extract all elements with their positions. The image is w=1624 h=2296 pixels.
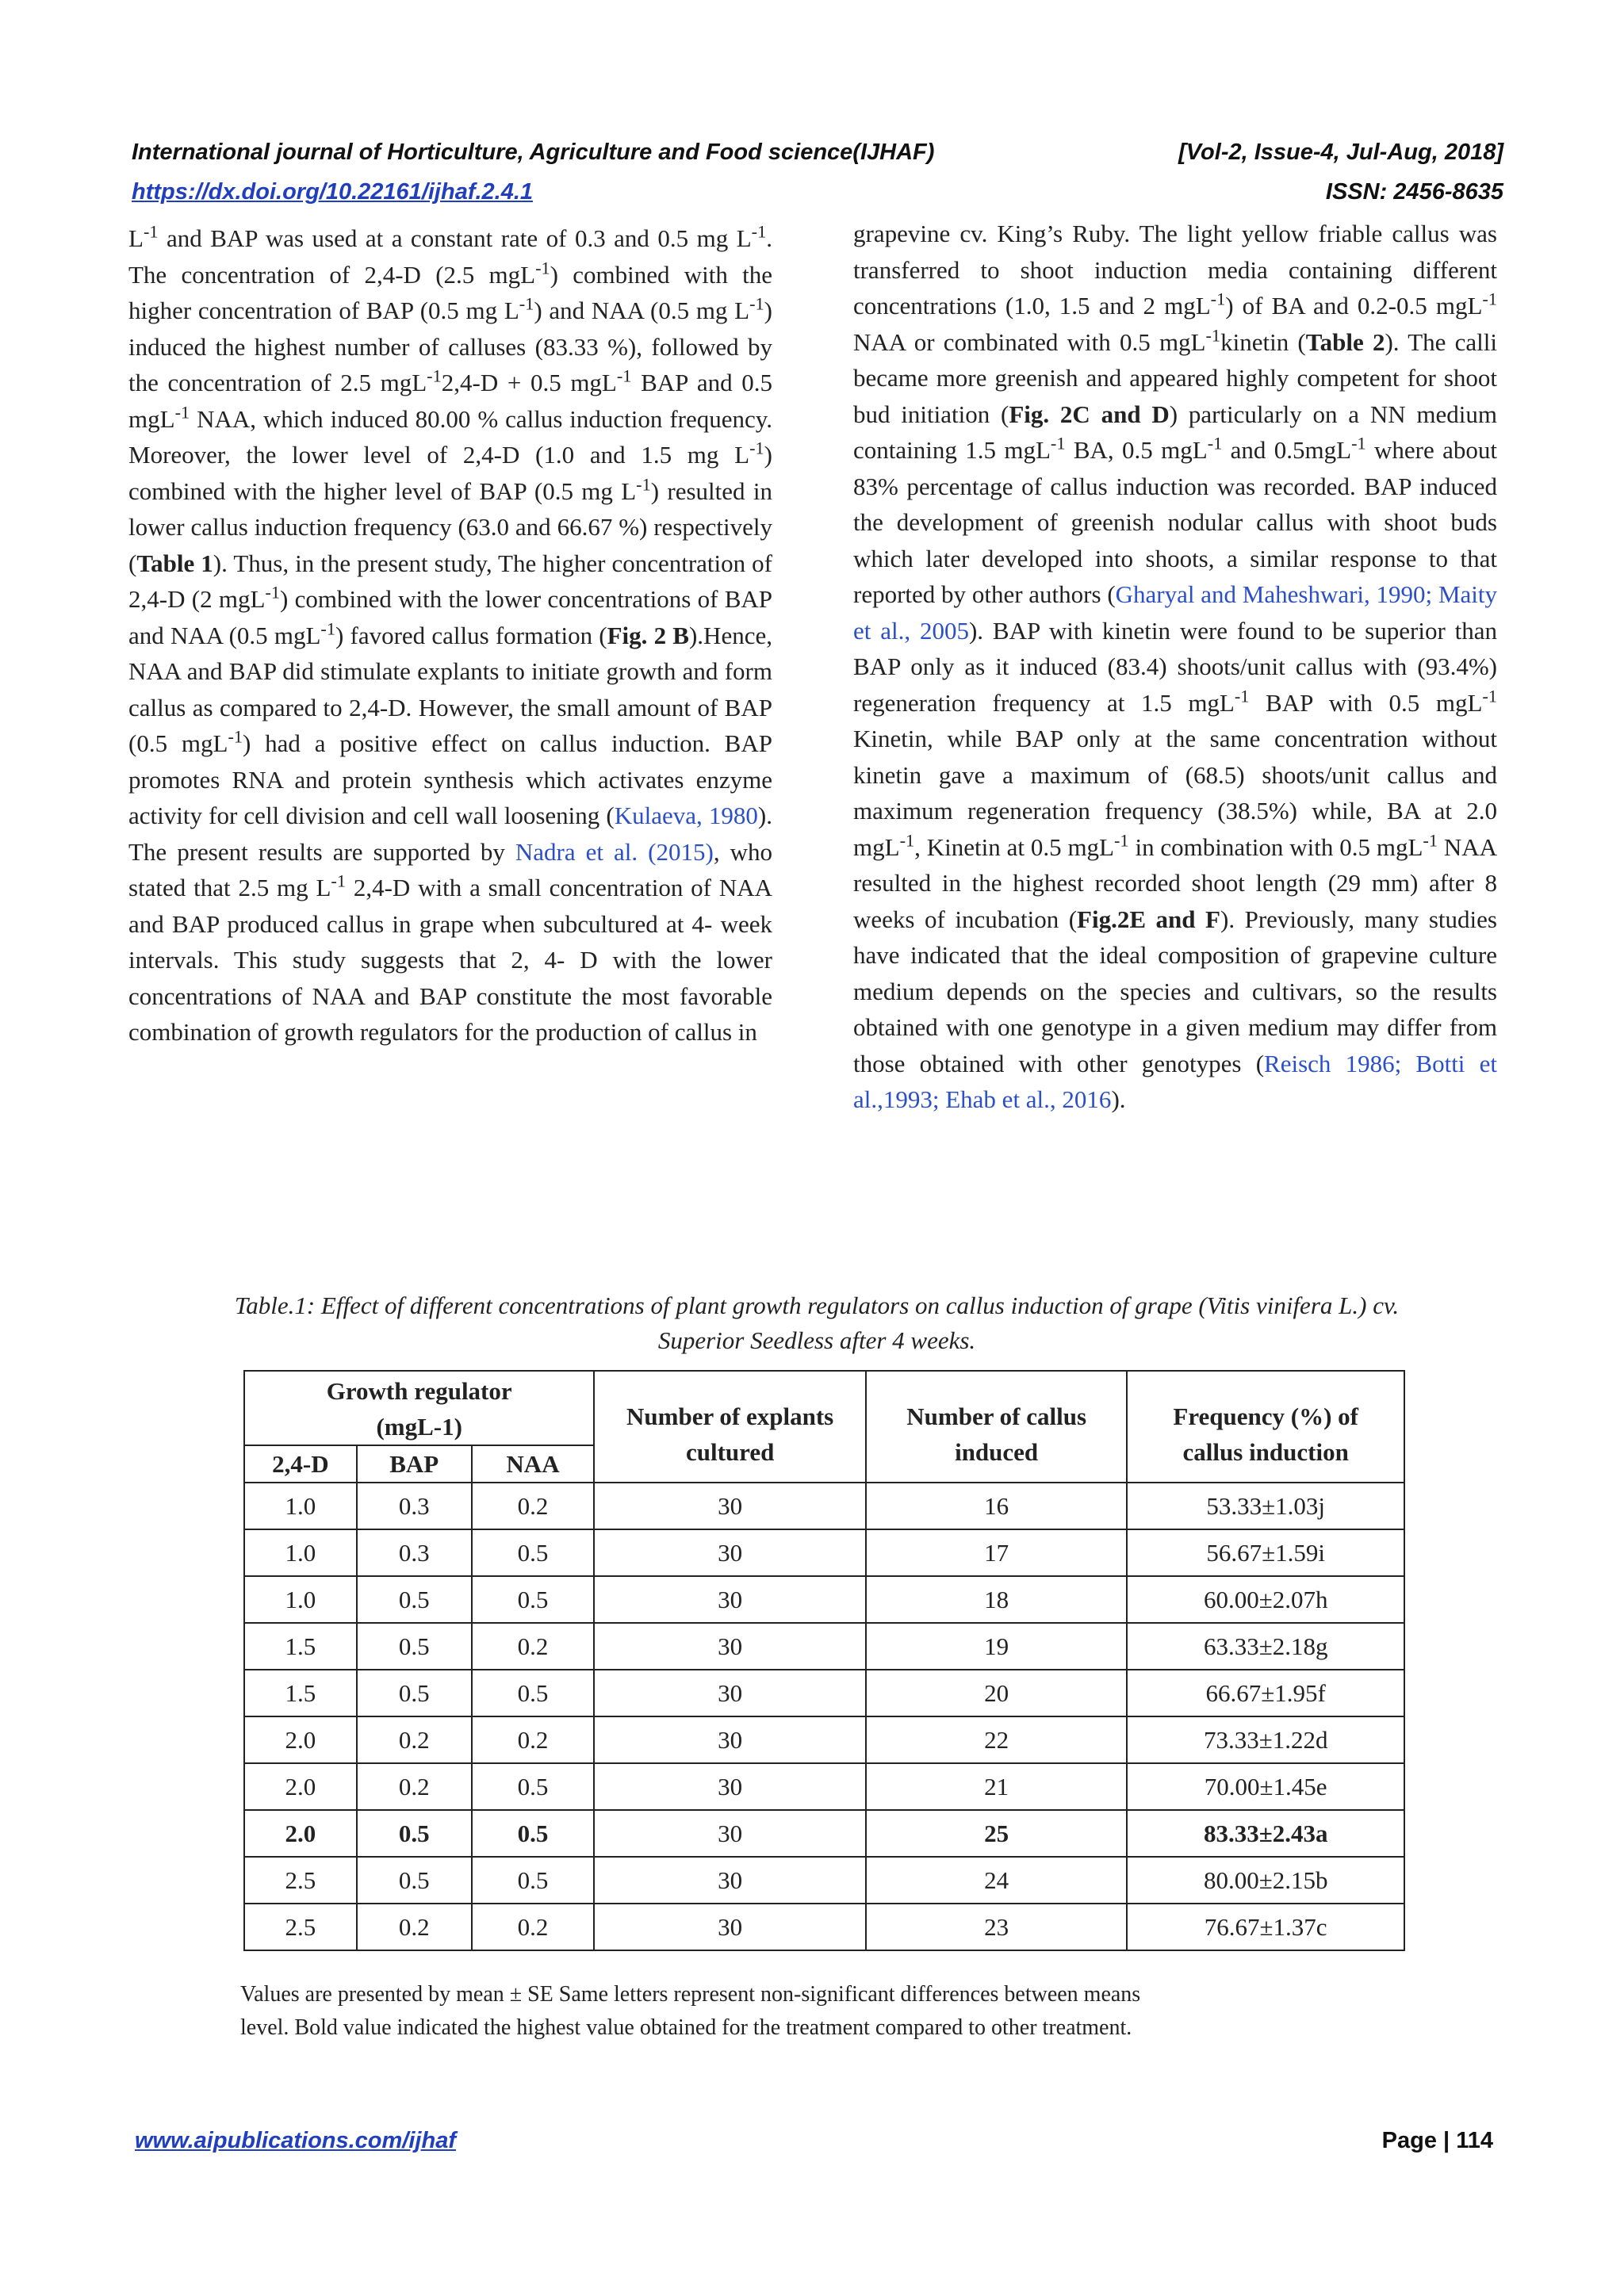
table-cell: 70.00±1.45e [1127, 1763, 1404, 1810]
table-cell: 30 [594, 1810, 865, 1857]
table-cell: 0.2 [357, 1716, 472, 1763]
table-row [244, 1529, 1404, 1576]
table-cell: 30 [594, 1904, 865, 1950]
callus-header-line-1: Number of callus [906, 1402, 1087, 1430]
table-cell: 0.2 [472, 1904, 595, 1950]
citation-link[interactable]: Reisch 1986; Botti et al.,1993; Ehab et al., 2016 [853, 1049, 1497, 1113]
footer-website-link[interactable]: www.aipublications.com/ijhaf [135, 2128, 456, 2153]
frequency-header-line-1: Frequency (%) of [1173, 1402, 1358, 1430]
body-text: ) combined with the higher concentration of BAP (0.5 mg L [128, 260, 772, 324]
table-cell: 0.5 [472, 1576, 595, 1623]
superscript: -1 [1423, 830, 1438, 851]
table-cell: 0.2 [472, 1623, 595, 1670]
body-text: ). Previously, many studies have indicated that the ideal composition of grapevine culture medium depends on the species and cultivars, so the results obtained with one genotype in a given medium may differ from those obtained with other genotypes ( [853, 905, 1497, 1077]
table-row [244, 1716, 1404, 1763]
superscript: -1 [749, 293, 764, 314]
superscript: -1 [174, 402, 190, 423]
table-cell: 0.5 [357, 1623, 472, 1670]
page-number: Page | 114 [1381, 2128, 1493, 2153]
frequency-header-line-2: callus induction [1182, 1437, 1349, 1466]
superscript: -1 [1210, 289, 1226, 309]
body-text: ) induced the highest number of calluses (83.33 %), followed by the concentration of 2.5 mgL [128, 297, 772, 396]
issn: ISSN: 2456-8635 [1325, 179, 1503, 205]
table-cell: 53.33±1.03j [1127, 1483, 1404, 1529]
body-text: ).Hence, NAA and BAP did stimulate explants to initiate growth and form callus as compared to 2,4-D. However, the small amount of BAP (0.5 mgL [128, 621, 772, 757]
figure-table-ref: Fig.2E and F [1077, 905, 1220, 933]
table-cell: 60.00±2.07h [1127, 1576, 1404, 1623]
col-24d-header: 2,4-D [244, 1445, 357, 1483]
table-cell: 73.33±1.22d [1127, 1716, 1404, 1763]
table-cell: 0.2 [472, 1716, 595, 1763]
table-cell: 23 [866, 1904, 1128, 1950]
body-text: BAP and 0.5 mgL [128, 369, 772, 433]
body-text: ). BAP with kinetin were found to be superior than BAP only as it induced (83.4) shoots/unit callus with (93.4%) regeneration frequency at 1.5 mgL [853, 616, 1497, 717]
body-text: BAP with 0.5 mgL [1249, 688, 1483, 717]
body-text: ) of BA and 0.2-0.5 mgL [1225, 292, 1483, 320]
table-footnote [240, 1978, 1311, 2045]
superscript: -1 [751, 221, 767, 242]
body-text: ) favored callus formation ( [335, 621, 607, 649]
superscript: -1 [331, 871, 347, 891]
table-cell: 30 [594, 1623, 865, 1670]
table-cell: 30 [594, 1529, 865, 1576]
table-cell: 66.67±1.95f [1127, 1670, 1404, 1716]
body-text: ) and NAA (0.5 mg L [534, 297, 750, 324]
body-text: , who stated that 2.5 mg L [128, 837, 772, 901]
col-naa-header: NAA [472, 1445, 595, 1483]
table-cell: 0.5 [357, 1857, 472, 1904]
table-cell: 63.33±2.18g [1127, 1623, 1404, 1670]
table-row [244, 1576, 1404, 1623]
superscript: -1 [1482, 289, 1497, 309]
superscript: -1 [1050, 433, 1066, 453]
body-text: 2,4-D with a small concentration of NAA and BAP produced callus in grape when subcultured at 4- week intervals. This study suggests that 2, 4- D with the lower concentrations of NAA and BAP constitute the most favorable combination of growth regulators for the production of callus in [128, 874, 773, 1046]
callus-header-line-2: induced [955, 1437, 1039, 1466]
superscript: -1 [899, 830, 915, 851]
citation-link[interactable]: Nadra et al. (2015) [515, 837, 714, 866]
left-paragraph [128, 220, 772, 1050]
table-row [244, 1904, 1404, 1950]
table-cell: 76.67±1.37c [1127, 1904, 1404, 1950]
body-text: ). The calli became more greenish and appeared highly competent for shoot bud initiation ( [853, 327, 1497, 428]
superscript: -1 [519, 293, 534, 314]
table-cell: 19 [866, 1623, 1128, 1670]
table-cell: 0.5 [472, 1529, 595, 1576]
body-text: NAA, which induced 80.00 % callus induction frequency. Moreover, the lower level of 2,4-D (1.0 and 1.5 mg L [128, 404, 772, 469]
body-text: ) combined with the higher level of BAP (0.5 mg L [128, 441, 772, 505]
superscript: -1 [427, 365, 442, 386]
body-text: ). Thus, in the present study, The higher concentration of 2,4-D (2 mgL [128, 549, 772, 613]
table-cell: 0.5 [472, 1670, 595, 1716]
table-cell: 17 [866, 1529, 1128, 1576]
table-row [244, 1857, 1404, 1904]
table-cell: 30 [594, 1670, 865, 1716]
table-body [244, 1483, 1404, 1950]
body-text: , Kinetin at 0.5 mgL [914, 832, 1114, 861]
table-cell: 21 [866, 1763, 1128, 1810]
explants-header-line-1: Number of explants [626, 1402, 834, 1430]
body-text: ). The present results are supported by [128, 802, 772, 866]
table-cell: 24 [866, 1857, 1128, 1904]
superscript: -1 [1234, 686, 1250, 706]
figure-table-ref: Fig. 2 B [607, 621, 689, 649]
body-text: in combination with 0.5 mgL [1128, 832, 1423, 861]
superscript: -1 [749, 438, 764, 458]
table-cell: 0.5 [472, 1763, 595, 1810]
body-text: and BAP was used at a constant rate of 0.3 and 0.5 mg L [158, 224, 752, 252]
body-text: ) had a positive effect on callus induction. BAP promotes RNA and protein synthesis which activates enzyme activity for cell division and cell wall loosening ( [128, 729, 772, 829]
table-cell: 80.00±2.15b [1127, 1857, 1404, 1904]
superscript: -1 [1114, 830, 1129, 851]
table-cell: 30 [594, 1483, 865, 1529]
body-text: where about 83% percentage of callus induction was recorded. BAP induced the development of greenish nodular callus with shoot buds which later developed into shoots, a similar response to that reported by other authors ( [853, 436, 1497, 608]
table-cell: 2.0 [244, 1810, 357, 1857]
table-cell: 0.5 [357, 1670, 472, 1716]
table-cell: 1.5 [244, 1623, 357, 1670]
superscript: -1 [320, 618, 335, 639]
callus-header [866, 1371, 1128, 1483]
superscript: -1 [1205, 325, 1221, 346]
body-text: NAA or combinated with 0.5 mgL [853, 327, 1206, 356]
explants-header-line-2: cultured [685, 1437, 775, 1466]
citation-link[interactable]: Kulaeva, 1980 [614, 802, 758, 829]
explants-header [594, 1371, 865, 1483]
superscript: -1 [1482, 686, 1497, 706]
table-cell: 18 [866, 1576, 1128, 1623]
body-text: BA, 0.5 mgL [1065, 436, 1208, 464]
body-text: 2,4-D + 0.5 mgL [441, 369, 617, 396]
table-cell: 30 [594, 1857, 865, 1904]
table-row [244, 1763, 1404, 1810]
table-cell: 0.5 [472, 1857, 595, 1904]
body-text: grapevine cv. King’s Ruby. The light yellow friable callus was transferred to shoot induction media containing different concentrations (1.0, 1.5 and 2 mgL [853, 220, 1497, 320]
table-caption-line-1: Table.1: Effect of different concentrations of plant growth regulators on callus induction of grape (Vitis vinifera L.) cv. [234, 1292, 1400, 1319]
figure-table-ref: Fig. 2C and D [1009, 400, 1170, 428]
superscript: -1 [1351, 433, 1366, 453]
body-text: ) combined with the lower concentrations of BAP and NAA (0.5 mgL [128, 585, 772, 649]
right-column-text [853, 216, 1497, 1118]
table-cell: 30 [594, 1763, 865, 1810]
table-cell: 20 [866, 1670, 1128, 1716]
running-header-2 [132, 179, 1503, 205]
table-cell: 1.0 [244, 1529, 357, 1576]
table-row [244, 1623, 1404, 1670]
table-row [244, 1483, 1404, 1529]
table-caption [135, 1288, 1499, 1358]
table-cell: 2.5 [244, 1904, 357, 1950]
table-cell: 2.0 [244, 1763, 357, 1810]
table-cell: 0.5 [357, 1576, 472, 1623]
table-cell: 0.2 [357, 1763, 472, 1810]
table-cell: 2.5 [244, 1857, 357, 1904]
footnote-line-2: level. Bold value indicated the highest value obtained for the treatment compared to other treatment. [240, 2015, 1132, 2040]
table-cell: 25 [866, 1810, 1128, 1857]
table-cell: 56.67±1.59i [1127, 1529, 1404, 1576]
body-text: ). [1111, 1085, 1126, 1113]
table-cell: 1.0 [244, 1483, 357, 1529]
results-table [243, 1370, 1405, 1951]
superscript: -1 [265, 582, 280, 603]
volume-info: [Vol-2, Issue-4, Jul-Aug, 2018] [1178, 140, 1503, 165]
body-text: kinetin ( [1220, 327, 1306, 356]
table-cell: 0.2 [472, 1483, 595, 1529]
body-text: Kinetin, while BAP only at the same concentration without kinetin gave a maximum of (68.5) shoots/unit callus and maximum regeneration frequency (38.5%) while, BA at 2.0 mgL [853, 725, 1497, 861]
figure-table-ref: Table 2 [1305, 327, 1385, 356]
doi-link[interactable]: https://dx.doi.org/10.22161/ijhaf.2.4.1 [132, 179, 534, 205]
table-row [244, 1670, 1404, 1716]
superscript: -1 [1207, 433, 1223, 453]
table-caption-line-2: Superior Seedless after 4 weeks. [657, 1326, 976, 1354]
table-cell: 1.5 [244, 1670, 357, 1716]
journal-title: International journal of Horticulture, Agriculture and Food science(IJHAF) [132, 140, 935, 165]
table-cell: 1.0 [244, 1576, 357, 1623]
table-cell: 30 [594, 1576, 865, 1623]
citation-link[interactable]: Gharyal and Maheshwari, 1990; Maity et al., 2005 [853, 580, 1497, 645]
col-bap-header: BAP [357, 1445, 472, 1483]
frequency-header [1127, 1371, 1404, 1483]
table-cell: 30 [594, 1716, 865, 1763]
body-text: . The concentration of 2,4-D (2.5 mgL [128, 224, 772, 289]
body-text: NAA resulted in the highest recorded shoot length (29 mm) after 8 weeks of incubation ( [853, 832, 1498, 933]
table-cell: 0.5 [357, 1810, 472, 1857]
table-cell: 83.33±2.43a [1127, 1810, 1404, 1857]
body-text: L [128, 224, 144, 252]
body-text: ) resulted in lower callus induction frequency (63.0 and 66.67 %) respectively ( [128, 476, 772, 577]
superscript: -1 [228, 726, 243, 747]
body-text: ) particularly on a NN medium containing 1.5 mgL [853, 400, 1497, 464]
table-cell: 2.0 [244, 1716, 357, 1763]
right-paragraph [853, 216, 1497, 1118]
growth-regulator-unit: (mgL-1) [376, 1413, 462, 1441]
superscript: -1 [616, 365, 632, 386]
table-cell: 0.5 [472, 1810, 595, 1857]
left-column-text [128, 220, 772, 1050]
growth-regulator-label: Growth regulator [326, 1377, 512, 1405]
table-cell: 0.3 [357, 1529, 472, 1576]
superscript: -1 [535, 258, 550, 278]
table-cell: 0.3 [357, 1483, 472, 1529]
footnote-line-1: Values are presented by mean ± SE Same letters represent non-significant differences between means [240, 1982, 1141, 2007]
table-row [244, 1810, 1404, 1857]
running-header [132, 140, 1503, 166]
body-text: and 0.5mgL [1222, 436, 1352, 464]
figure-table-ref: Table 1 [136, 549, 213, 577]
table-cell: 22 [866, 1716, 1128, 1763]
table-cell: 16 [866, 1483, 1128, 1529]
superscript: -1 [636, 474, 651, 495]
growth-regulator-header [244, 1371, 594, 1445]
table-cell: 0.2 [357, 1904, 472, 1950]
superscript: -1 [143, 221, 159, 242]
